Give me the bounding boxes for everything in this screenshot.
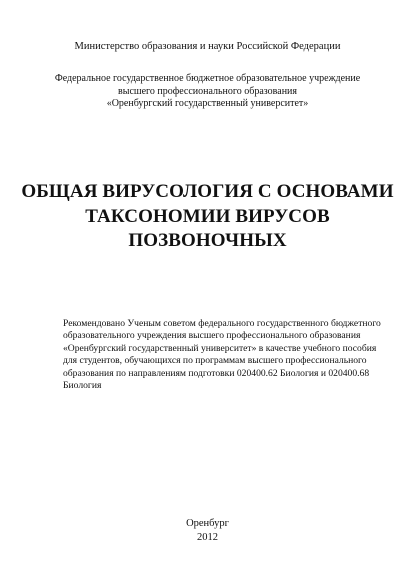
- recommendation-text: [63, 318, 403, 392]
- recommendation-line: Рекомендовано Ученым советом федерального государственного бюджетного: [63, 318, 381, 329]
- institution-line: высшего профессионального образования: [118, 85, 297, 97]
- publication-city: Оренбург: [186, 518, 229, 529]
- recommendation-line: образовательного учреждения высшего профессионального образования: [63, 330, 361, 342]
- institution-line: «Оренбургский государственный университет»: [106, 98, 309, 110]
- recommendation-line: для студентов, обучающихся по программам высшего профессионального: [63, 355, 367, 367]
- ministry-name: Министерство образования и науки Российской Федерации: [74, 41, 341, 52]
- title-line: ТАКСОНОМИИ ВИРУСОВ: [85, 205, 330, 227]
- institution-block: [0, 73, 415, 111]
- publication-year: 2012: [197, 532, 218, 543]
- recommendation-line: Биология: [63, 380, 102, 392]
- recommendation-line: образования по направлениям подготовки 020400.62 Биология и 020400.68: [63, 367, 370, 379]
- recommendation-line: «Оренбургский государственный университет» в качестве учебного пособия: [63, 342, 377, 354]
- document-title: [0, 180, 415, 254]
- title-line: ОБЩАЯ ВИРУСОЛОГИЯ С ОСНОВАМИ: [21, 181, 394, 202]
- title-line: ПОЗВОНОЧНЫХ: [128, 230, 287, 251]
- institution-line: Федеральное государственное бюджетное образовательное учреждение: [54, 73, 361, 84]
